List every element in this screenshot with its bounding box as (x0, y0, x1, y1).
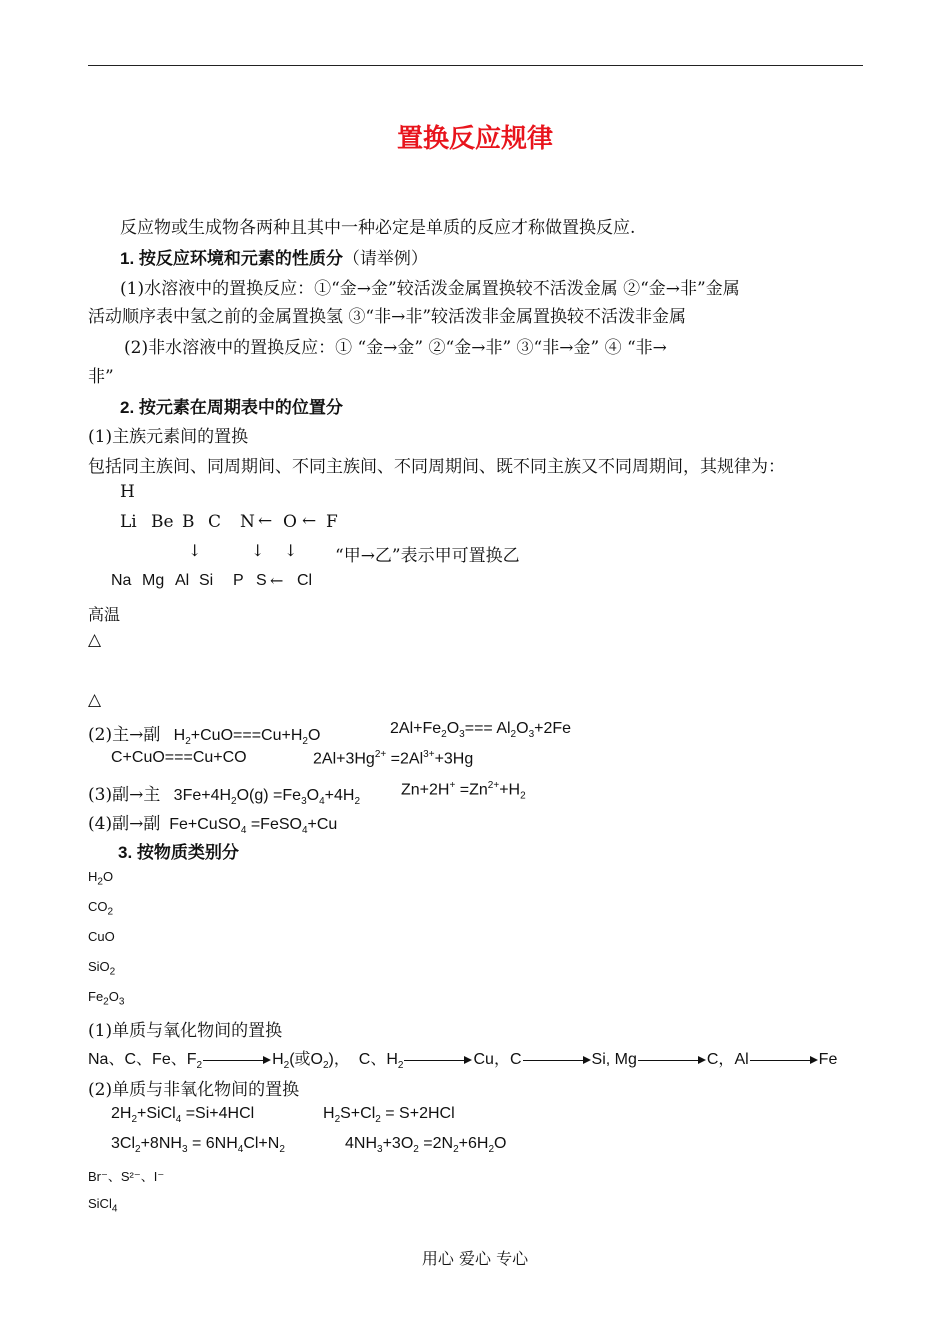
s3-sub1: (1)单质与氧化物间的置换 (88, 1021, 283, 1041)
section-1-heading: 1. 按反应环境和元素的性质分（请举例） (120, 249, 428, 269)
oxide-co2: $CO_2$ (88, 899, 114, 918)
page-title: 置换反应规律 (396, 124, 553, 154)
s1-p2-line2: 非” (88, 367, 114, 387)
element-Si: Si (199, 572, 214, 589)
s2-sub1: (1)主族元素间的置换 (88, 427, 249, 447)
header-rule (88, 65, 863, 66)
oxide-fe2o3: $Fe_2O_3$ (88, 989, 125, 1008)
oxide-sio2: SiO$_2$ (88, 959, 116, 978)
arrow-down-icon: ↓ (284, 541, 298, 560)
reaction-al-fe2o3: $2Al+Fe_2O_3=== Al_2O_3+2Fe$ (390, 720, 572, 741)
element-H: H (120, 482, 135, 502)
s2-description: 包括同主族间、同周期间、不同主族间、不同周期间、既不同主族又不同周期间，其规律为： (88, 457, 785, 477)
s3-sub2: (2)单质与非氧化物间的置换 (88, 1080, 300, 1100)
arrow-down-icon: ↓ (188, 541, 202, 560)
arrow-right-icon (750, 1055, 818, 1065)
delta-icon: △ (88, 630, 102, 650)
arrow-right-icon (404, 1055, 472, 1065)
section-2-heading: 2. 按元素在周期表中的位置分 (120, 398, 343, 417)
arrow-right-icon (523, 1055, 591, 1065)
s1-p2-line1: (2)非水溶液中的置换反应：① “金→金” ②“金→非” ③“非→金” ④ “非→ (124, 338, 667, 358)
element-N: N (240, 512, 255, 532)
s1-p1-line1: (1)水溶液中的置换反应：①“金→金”较活泼金属置换较不活泼金属 ②“金→非”金属 (120, 279, 740, 299)
element-Be: Be (151, 512, 174, 532)
arrow-down-icon: ↓ (251, 541, 265, 560)
reaction-h2s: $H_2S+Cl_2 = S+2HCl$ (323, 1105, 455, 1126)
element-B: B (182, 512, 195, 532)
element-Al: Al (175, 572, 190, 589)
reaction-zn: $Zn+2H^+ =Zn^{2+}+H_2$ (401, 780, 526, 802)
reaction-al-hg: $2Al+3Hg^{2+} =2Al^{3+}+3Hg$ (313, 749, 474, 768)
element-Na: Na (111, 572, 132, 589)
element-C: C (208, 512, 222, 532)
ions-note: Br⁻、S²⁻、I⁻ (88, 1169, 165, 1184)
reaction-line-3: (3)副→主 $3Fe+4H_2O(g) =Fe_3O_4+4H_2$ (88, 785, 360, 808)
reaction-sicl4: $2H_2+SiCl_4 =Si+4HCl$ (111, 1105, 255, 1126)
arrow-left-icon: ← (302, 511, 317, 531)
condition-gaowen: 高温 (88, 605, 121, 624)
diagram-legend: “甲→乙”表示甲可置换乙 (335, 546, 520, 566)
oxide-h2o: $H_2O$ (88, 869, 114, 888)
reaction-nh3-o2: $4NH_3+3O_2 =2N_2+6H_2O$ (345, 1135, 507, 1156)
substitution-line: Na、C、Fe、$F_2$ $H_2$(或$O_2$)， C、$H_2$ Cu，C Si, Mg C，Al Fe (88, 1049, 838, 1072)
arrow-right-icon (203, 1055, 271, 1065)
sicl4-note: SiCl$_4$ (88, 1196, 118, 1215)
arrow-left-icon: ← (258, 511, 273, 531)
element-S: S (256, 572, 267, 589)
s1-p1-line2: 活动顺序表中氢之前的金属置换氢 ③“非→非”较活泼非金属置换较不活泼非金属 (88, 307, 687, 327)
reaction-line-2: (2)主→副 $H_2+CuO===Cu+H_2O$ (88, 725, 321, 748)
reaction-c-cuo: C+CuO===Cu+CO (111, 749, 247, 766)
delta-icon: △ (88, 690, 102, 710)
oxide-cuo: CuO (88, 929, 115, 944)
element-Li: Li (120, 512, 137, 532)
element-O: O (283, 512, 297, 532)
page-footer: 用心 爱心 专心 (421, 1249, 529, 1268)
reaction-nh3-cl2: $3Cl_2+8NH_3 = 6NH_4Cl+N_2$ (111, 1135, 285, 1156)
element-P: P (233, 572, 244, 589)
section-3-heading: 3. 按物质类别分 (118, 843, 239, 862)
intro-paragraph: 反应物或生成物各两种且其中一种必定是单质的反应才称做置换反应. (120, 218, 636, 238)
element-Mg: Mg (142, 572, 165, 589)
arrow-left-icon: ← (270, 571, 284, 590)
reaction-line-4: (4)副→副 Fe+CuSO$_4$ =FeSO$_4$+Cu (88, 814, 338, 837)
element-Cl: Cl (297, 572, 313, 589)
arrow-right-icon (638, 1055, 706, 1065)
element-F: F (326, 512, 338, 532)
